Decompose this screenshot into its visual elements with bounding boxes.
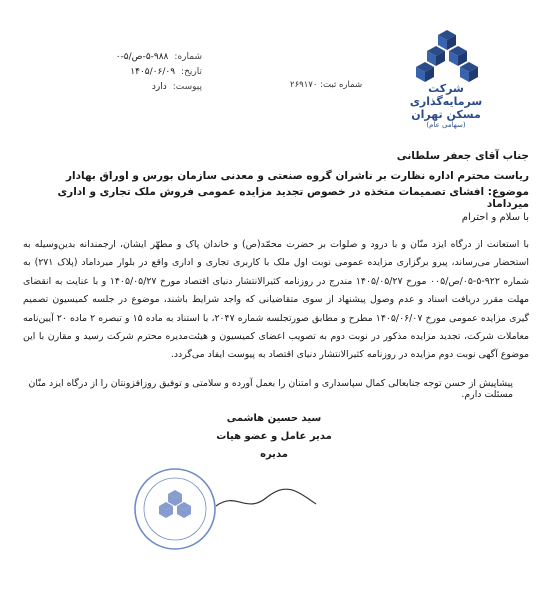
signatory-title: مدیر عامل و عضو هیات مدیره [216,431,332,460]
addressee-name: جناب آقای جعفر سلطانی [396,150,529,162]
handwritten-signature [206,486,326,516]
letter-number-row [62,50,202,65]
company-line-2: سرمایه‌گذاری مسکن تهران [409,95,483,121]
cube-logo-icon [412,28,482,84]
company-name [406,82,486,129]
letter-attachment-label: پیوست: [172,82,202,92]
letter-attachment-row [62,80,202,95]
subject-line: موضوع: افشای تصمیمات متخذه در خصوص تجدید مزایده عمومی فروش ملک تجاری و اداری میرداماد [57,186,529,210]
signatory-name: سید حسین هاشمی [226,413,322,424]
addressee [19,146,529,186]
letter-meta [62,50,202,95]
registration-number: شماره ثبت: ۲۶۹۱۷۰ [290,80,363,90]
letter-date-value: ۱۴۰۵/۰۶/۰۹ [130,67,176,77]
letter-date-label: تاریخ: [181,67,202,77]
company-line-1: شرکت [428,82,464,95]
addressee-title: ریاست محترم اداره نظارت بر ناشران گروه صنعتی و معدنی سازمان بورس و اوراق بهادار [66,170,529,182]
letter-number-value: ۵-۹۸۸-ص/۵-۰ [115,52,169,62]
letter-number-label: شماره: [174,52,202,62]
letter-date-row [62,65,202,80]
greeting: با سلام و احترام [461,212,529,223]
closing-paragraph: پیشاپیش از حسن توجه جنابعالی کمال سپاسداری و امتنان را بعمل آورده و سلامتی و توفیق روزافزونتان را از درگاه ایزد منّان مسئلت دارم. [28,378,513,400]
letter-body: با استعانت از درگاه ایزد منّان و با درود و صلوات بر حضرت محمّد(ص) و خاندان پاک و مطهّر ایشان، ارجمندانه بدین‌وسیله به استحضار می‌رساند، پیرو برگزاری مزایده عمومی نوبت اول ملک با کاربری تجاری و اداری واقع در بلوار میرداماد (پلاک ۲۷۱) به شماره ۹۲۲-۵-۰۵/ص/۰۰۵ مورخ ۱۴۰۵/۰۵/۲۷ مندرج در روزنامه کثیرالانتشار دنیای اقتصاد مورخ ۱۴۰۵/۰۵/۲۷ و با عنایت به انقضای مهلت مقرر دریافت اسناد و عدم وصول پیشنهاد از سوی متقاضیانی که واجد شرایط باشند، موضوع در جلسه کمیسیون تصمیم گیری مزایده عمومی مورخ ۱۴۰۵/۰۶/۰۷ مطرح و مطابق صورتجلسه شماره ۲۰۴۷، با استناد به ماده ۱۵ و تبصره ۲ ماده ۲۰ آیین‌نامه معاملات شرکت، تجدید مزایده مذکور در نوبت دوم به تصویب اعضای کمیسیون و هیئت‌مدیره محترم شرکت رسید و مقارن با این موضوع آگهی نوبت دوم مزایده در روزنامه کثیرالانتشار دنیای اقتصاد به پیوست ایفاد می‌گردد. [23,239,529,361]
company-line-3: (سهامی عام) [426,121,466,129]
company-stamp [130,466,220,552]
signature-block [214,410,334,464]
letter-attachment-value: دارد [151,82,167,92]
